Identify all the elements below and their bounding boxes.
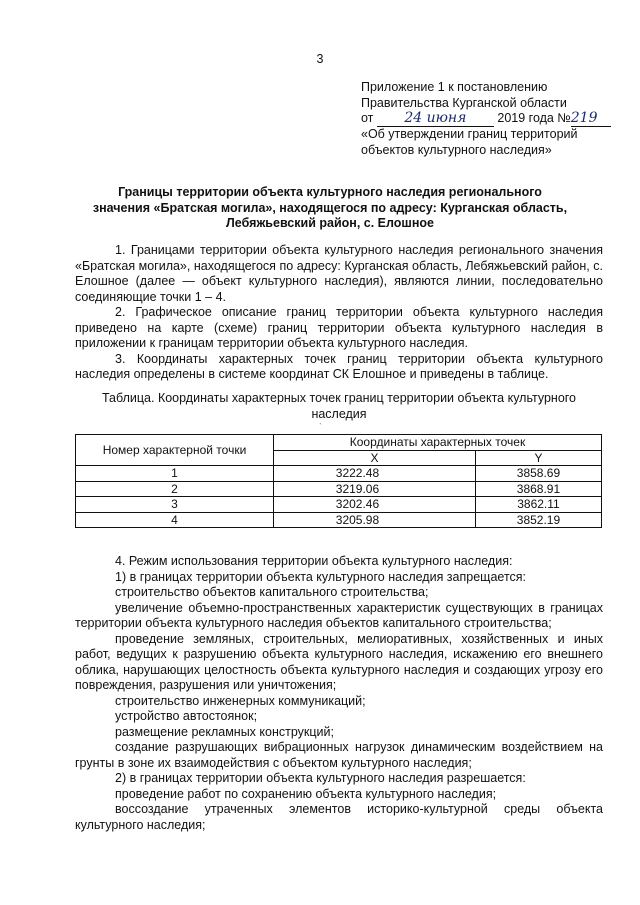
paragraph-2: 2. Графическое описание границ территории объекта культурного наследия приведено на карте (схеме) границ территории объекта культурного наследия в приложении к границам территории объекта культурного наследия. (75, 305, 603, 350)
table-row (76, 466, 602, 482)
from-prefix: от (361, 111, 374, 125)
appendix-line-2: Правительства Курганской области (361, 95, 567, 110)
prohibited-item: размещение рекламных конструкций; (115, 724, 334, 739)
document-title (75, 185, 585, 232)
handwritten-number: 219 (570, 110, 598, 126)
title-line-1: Границы территории объекта культурного наследия регионального (118, 185, 542, 199)
prohibited-item: строительство инженерных коммуникаций; (115, 693, 366, 708)
paragraph-1: 1. Границами территории объекта культурного наследия регионального значения «Братская могила», находящегося по адресу: Курганская область, Лебяжьевский район, с. Елошное (далее — объект культурного наследия), являются линии, последовательно соединяющие точки 1 – 4. (75, 243, 603, 304)
coord-x: 3219.06 (274, 481, 476, 497)
title-line-3: Лебяжьевский район, с. Елошное (226, 216, 434, 230)
appendix-about-1: «Об утверждении границ территорий (361, 127, 578, 141)
header-coordinates: Координаты характерных точек (274, 435, 602, 451)
table-caption: Таблица. Координаты характерных точек границ территории объекта культурного наследия (101, 391, 577, 421)
header-y: Y (475, 450, 601, 466)
prohibited-item: строительство объектов капитального строительства; (115, 585, 429, 599)
header-x: X (274, 450, 476, 466)
prohibited-item: проведение земляных, строительных, мелиоративных, хозяйственных и иных работ, ведущих к разрушению объекта культурного наследия, искажению его внешнего облика, нарушающих целостность объекта культурного наследия и создающих угрозу его повреждения, разрушения или уничтожения; (75, 631, 603, 692)
allowed-item: проведение работ по сохранению объекта культурного наследия; (115, 786, 497, 801)
paragraph-3: 3. Координаты характерных точек границ территории объекта культурного наследия определены в системе координат СК Елошное и приведены в таблице. (75, 351, 603, 381)
coord-y: 3868.91 (475, 481, 601, 497)
handwritten-date: 24 июня (404, 110, 467, 126)
point-number: 3 (76, 497, 274, 513)
table-row (76, 512, 602, 528)
appendix-date-line (361, 111, 621, 127)
prohibited-item: увеличение объемно-пространственных характеристик существующих в границах территории объекта культурного наследия объектов капитального строительства; (75, 600, 603, 630)
paragraph-4: 4. Режим использования территории объекта культурного наследия: (115, 554, 513, 568)
point-number: 4 (76, 512, 274, 528)
allowed-item: воссоздание утраченных элементов историко-культурной среды объекта культурного наследия; (75, 802, 603, 832)
coord-y: 3862.11 (475, 497, 601, 513)
intro-paragraphs (75, 243, 603, 383)
table-row (76, 481, 602, 497)
coordinates-table (75, 434, 602, 528)
appendix-header (361, 80, 621, 158)
coord-y: 3858.69 (475, 466, 601, 482)
coord-x: 3202.46 (274, 497, 476, 513)
point-number: 1 (76, 466, 274, 482)
page-number: 3 (316, 52, 324, 66)
title-line-2: значения «Братская могила», находящегося по адресу: Курганская область, (92, 200, 568, 215)
coord-x: 3222.48 (274, 466, 476, 482)
coord-x: 3205.98 (274, 512, 476, 528)
prohibited-item: устройство автостоянок; (115, 709, 258, 723)
scan-mark: ` (319, 422, 322, 432)
point-number: 2 (76, 481, 274, 497)
regime-section (75, 554, 603, 833)
year-text: 2019 года № (497, 111, 571, 125)
header-point-number: Номер характерной точки (76, 435, 274, 466)
prohibited-item: создание разрушающих вибрационных нагрузок динамическим воздействием на грунты в зоне их взаимодействия с объектом культурного наследия; (75, 740, 603, 770)
appendix-line-1: Приложение 1 к постановлению (361, 80, 548, 94)
prohibited-intro: 1) в границах территории объекта культурного наследия запрещается: (115, 569, 527, 584)
coord-y: 3852.19 (475, 512, 601, 528)
appendix-about-2: объектов культурного наследия» (361, 142, 552, 157)
allowed-intro: 2) в границах территории объекта культурного наследия разрешается: (115, 771, 526, 785)
table-row (76, 497, 602, 513)
